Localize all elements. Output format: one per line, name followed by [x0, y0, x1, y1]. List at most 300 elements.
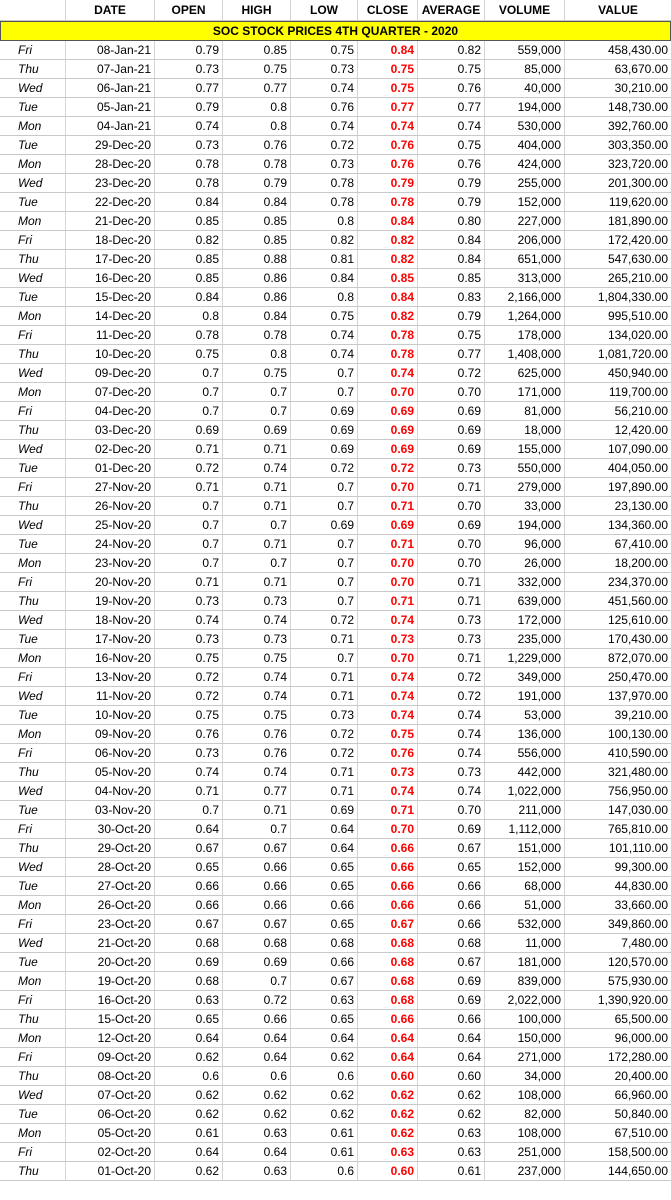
cell-date[interactable]: 18-Dec-20	[66, 231, 155, 249]
cell-low[interactable]: 0.69	[291, 421, 358, 439]
cell-open[interactable]: 0.62	[155, 1105, 223, 1123]
cell-open[interactable]: 0.69	[155, 421, 223, 439]
cell-high[interactable]: 0.76	[223, 744, 291, 762]
cell-value[interactable]: 147,030.00	[607, 803, 668, 817]
cell-day[interactable]: Thu	[0, 1162, 66, 1180]
cell-high[interactable]: 0.77	[223, 782, 291, 800]
cell-high[interactable]: 0.88	[223, 250, 291, 268]
cell-value[interactable]: 63,670.00	[614, 62, 668, 76]
cell-volume[interactable]: 108,000	[485, 1086, 565, 1104]
cell-date[interactable]: 06-Nov-20	[66, 744, 155, 762]
cell-open[interactable]: 0.66	[155, 877, 223, 895]
cell-average[interactable]: 0.71	[418, 592, 485, 610]
cell-value[interactable]: 575,930.00	[607, 974, 668, 988]
cell-date[interactable]: 15-Oct-20	[66, 1010, 155, 1028]
cell-volume[interactable]: 349,000	[485, 668, 565, 686]
cell-close[interactable]: 0.69	[358, 421, 418, 439]
cell-low[interactable]: 0.69	[291, 440, 358, 458]
cell-average[interactable]: 0.85	[418, 269, 485, 287]
cell-open[interactable]: 0.73	[155, 630, 223, 648]
cell-date[interactable]: 05-Jan-21	[66, 98, 155, 116]
cell-date[interactable]: 11-Dec-20	[66, 326, 155, 344]
cell-open[interactable]: 0.61	[155, 1124, 223, 1142]
cell-volume[interactable]: 839,000	[485, 972, 565, 990]
cell-average[interactable]: 0.66	[418, 915, 485, 933]
cell-open[interactable]: 0.71	[155, 573, 223, 591]
cell-close[interactable]: 0.84	[358, 212, 418, 230]
cell-close[interactable]: 0.74	[358, 117, 418, 135]
cell-date[interactable]: 09-Nov-20	[66, 725, 155, 743]
cell-date[interactable]: 05-Nov-20	[66, 763, 155, 781]
cell-day[interactable]: Mon	[0, 117, 66, 135]
cell-high[interactable]: 0.68	[223, 934, 291, 952]
cell-low[interactable]: 0.69	[291, 516, 358, 534]
cell-volume[interactable]: 85,000	[485, 60, 565, 78]
cell-low[interactable]: 0.78	[291, 193, 358, 211]
cell-volume[interactable]: 178,000	[485, 326, 565, 344]
cell-day[interactable]: Fri	[0, 231, 66, 249]
cell-low[interactable]: 0.73	[291, 155, 358, 173]
cell-date[interactable]: 27-Oct-20	[66, 877, 155, 895]
cell-volume[interactable]: 227,000	[485, 212, 565, 230]
cell-close[interactable]: 0.68	[358, 972, 418, 990]
cell-volume[interactable]: 51,000	[485, 896, 565, 914]
cell-low[interactable]: 0.7	[291, 573, 358, 591]
cell-day[interactable]: Wed	[0, 516, 66, 534]
cell-close[interactable]: 0.69	[358, 440, 418, 458]
cell-date[interactable]: 07-Dec-20	[66, 383, 155, 401]
cell-high[interactable]: 0.74	[223, 668, 291, 686]
cell-low[interactable]: 0.6	[291, 1162, 358, 1180]
cell-date[interactable]: 21-Dec-20	[66, 212, 155, 230]
cell-day[interactable]: Thu	[0, 1010, 66, 1028]
cell-low[interactable]: 0.7	[291, 478, 358, 496]
cell-value[interactable]: 125,610.00	[607, 613, 668, 627]
cell-average[interactable]: 0.72	[418, 687, 485, 705]
cell-value[interactable]: 765,810.00	[607, 822, 668, 836]
cell-date[interactable]: 16-Dec-20	[66, 269, 155, 287]
cell-low[interactable]: 0.8	[291, 212, 358, 230]
cell-close[interactable]: 0.62	[358, 1086, 418, 1104]
cell-volume[interactable]: 53,000	[485, 706, 565, 724]
cell-volume[interactable]: 191,000	[485, 687, 565, 705]
cell-day[interactable]: Tue	[0, 98, 66, 116]
cell-volume[interactable]: 68,000	[485, 877, 565, 895]
cell-low[interactable]: 0.71	[291, 782, 358, 800]
cell-value[interactable]: 101,110.00	[608, 841, 668, 855]
cell-high[interactable]: 0.7	[223, 402, 291, 420]
cell-value[interactable]: 134,360.00	[607, 518, 668, 532]
cell-open[interactable]: 0.7	[155, 497, 223, 515]
cell-volume[interactable]: 82,000	[485, 1105, 565, 1123]
cell-average[interactable]: 0.82	[418, 41, 485, 59]
cell-close[interactable]: 0.71	[358, 535, 418, 553]
cell-open[interactable]: 0.7	[155, 535, 223, 553]
cell-date[interactable]: 02-Oct-20	[66, 1143, 155, 1161]
cell-high[interactable]: 0.71	[223, 573, 291, 591]
cell-volume[interactable]: 172,000	[485, 611, 565, 629]
cell-day[interactable]: Fri	[0, 820, 66, 838]
cell-volume[interactable]: 237,000	[485, 1162, 565, 1180]
cell-close[interactable]: 0.78	[358, 193, 418, 211]
cell-average[interactable]: 0.74	[418, 744, 485, 762]
cell-open[interactable]: 0.68	[155, 972, 223, 990]
cell-date[interactable]: 29-Dec-20	[66, 136, 155, 154]
cell-volume[interactable]: 1,022,000	[485, 782, 565, 800]
cell-open[interactable]: 0.84	[155, 288, 223, 306]
cell-date[interactable]: 13-Nov-20	[66, 668, 155, 686]
cell-volume[interactable]: 11,000	[485, 934, 565, 952]
cell-day[interactable]: Tue	[0, 630, 66, 648]
cell-date[interactable]: 06-Oct-20	[66, 1105, 155, 1123]
cell-high[interactable]: 0.7	[223, 972, 291, 990]
cell-open[interactable]: 0.71	[155, 782, 223, 800]
cell-open[interactable]: 0.66	[155, 896, 223, 914]
cell-day[interactable]: Wed	[0, 269, 66, 287]
cell-volume[interactable]: 424,000	[485, 155, 565, 173]
cell-close[interactable]: 0.66	[358, 858, 418, 876]
cell-high[interactable]: 0.66	[223, 858, 291, 876]
cell-open[interactable]: 0.73	[155, 136, 223, 154]
cell-volume[interactable]: 1,264,000	[485, 307, 565, 325]
cell-date[interactable]: 26-Oct-20	[66, 896, 155, 914]
cell-high[interactable]: 0.75	[223, 706, 291, 724]
cell-low[interactable]: 0.65	[291, 877, 358, 895]
cell-open[interactable]: 0.62	[155, 1086, 223, 1104]
cell-average[interactable]: 0.63	[418, 1143, 485, 1161]
cell-value[interactable]: 1,081,720.00	[597, 347, 668, 361]
cell-volume[interactable]: 251,000	[485, 1143, 565, 1161]
cell-average[interactable]: 0.71	[418, 478, 485, 496]
cell-value[interactable]: 67,510.00	[614, 1126, 668, 1140]
cell-date[interactable]: 07-Oct-20	[66, 1086, 155, 1104]
cell-low[interactable]: 0.69	[291, 402, 358, 420]
cell-date[interactable]: 16-Oct-20	[66, 991, 155, 1009]
cell-high[interactable]: 0.8	[223, 98, 291, 116]
cell-high[interactable]: 0.78	[223, 326, 291, 344]
cell-average[interactable]: 0.71	[418, 573, 485, 591]
cell-low[interactable]: 0.75	[291, 307, 358, 325]
cell-value[interactable]: 404,050.00	[607, 461, 668, 475]
cell-day[interactable]: Wed	[0, 687, 66, 705]
cell-average[interactable]: 0.72	[418, 364, 485, 382]
cell-day[interactable]: Wed	[0, 858, 66, 876]
cell-high[interactable]: 0.64	[223, 1048, 291, 1066]
cell-open[interactable]: 0.67	[155, 915, 223, 933]
cell-date[interactable]: 08-Oct-20	[66, 1067, 155, 1085]
cell-low[interactable]: 0.74	[291, 117, 358, 135]
cell-low[interactable]: 0.72	[291, 744, 358, 762]
cell-day[interactable]: Tue	[0, 136, 66, 154]
cell-date[interactable]: 18-Nov-20	[66, 611, 155, 629]
cell-close[interactable]: 0.84	[358, 41, 418, 59]
cell-average[interactable]: 0.70	[418, 554, 485, 572]
cell-open[interactable]: 0.73	[155, 60, 223, 78]
cell-open[interactable]: 0.78	[155, 155, 223, 173]
cell-volume[interactable]: 1,408,000	[485, 345, 565, 363]
cell-volume[interactable]: 194,000	[485, 98, 565, 116]
cell-open[interactable]: 0.85	[155, 250, 223, 268]
cell-open[interactable]: 0.74	[155, 117, 223, 135]
cell-low[interactable]: 0.7	[291, 592, 358, 610]
cell-average[interactable]: 0.75	[418, 326, 485, 344]
cell-day[interactable]: Mon	[0, 554, 66, 572]
cell-average[interactable]: 0.66	[418, 877, 485, 895]
cell-day[interactable]: Thu	[0, 763, 66, 781]
cell-average[interactable]: 0.76	[418, 79, 485, 97]
cell-value[interactable]: 170,430.00	[607, 632, 668, 646]
cell-value[interactable]: 33,660.00	[614, 898, 668, 912]
header-value[interactable]: VALUE	[598, 3, 638, 17]
cell-volume[interactable]: 108,000	[485, 1124, 565, 1142]
cell-close[interactable]: 0.73	[358, 630, 418, 648]
cell-day[interactable]: Wed	[0, 364, 66, 382]
cell-close[interactable]: 0.75	[358, 60, 418, 78]
cell-close[interactable]: 0.78	[358, 345, 418, 363]
cell-high[interactable]: 0.71	[223, 440, 291, 458]
cell-low[interactable]: 0.62	[291, 1048, 358, 1066]
cell-high[interactable]: 0.85	[223, 41, 291, 59]
cell-close[interactable]: 0.74	[358, 611, 418, 629]
cell-open[interactable]: 0.79	[155, 98, 223, 116]
cell-date[interactable]: 03-Nov-20	[66, 801, 155, 819]
cell-day[interactable]: Mon	[0, 155, 66, 173]
cell-volume[interactable]: 194,000	[485, 516, 565, 534]
cell-volume[interactable]: 625,000	[485, 364, 565, 382]
cell-value[interactable]: 107,090.00	[607, 442, 668, 456]
cell-average[interactable]: 0.67	[418, 839, 485, 857]
cell-low[interactable]: 0.72	[291, 611, 358, 629]
cell-volume[interactable]: 271,000	[485, 1048, 565, 1066]
cell-high[interactable]: 0.66	[223, 877, 291, 895]
cell-date[interactable]: 25-Nov-20	[66, 516, 155, 534]
cell-date[interactable]: 17-Nov-20	[66, 630, 155, 648]
cell-high[interactable]: 0.71	[223, 801, 291, 819]
cell-date[interactable]: 27-Nov-20	[66, 478, 155, 496]
cell-volume[interactable]: 206,000	[485, 231, 565, 249]
cell-day[interactable]: Fri	[0, 915, 66, 933]
cell-average[interactable]: 0.63	[418, 1124, 485, 1142]
cell-day[interactable]: Tue	[0, 801, 66, 819]
cell-low[interactable]: 0.69	[291, 801, 358, 819]
cell-date[interactable]: 11-Nov-20	[66, 687, 155, 705]
cell-day[interactable]: Fri	[0, 41, 66, 59]
cell-open[interactable]: 0.79	[155, 41, 223, 59]
cell-average[interactable]: 0.69	[418, 972, 485, 990]
cell-open[interactable]: 0.72	[155, 668, 223, 686]
cell-average[interactable]: 0.74	[418, 782, 485, 800]
cell-average[interactable]: 0.61	[418, 1162, 485, 1180]
cell-high[interactable]: 0.71	[223, 478, 291, 496]
cell-low[interactable]: 0.66	[291, 953, 358, 971]
cell-close[interactable]: 0.66	[358, 877, 418, 895]
cell-high[interactable]: 0.72	[223, 991, 291, 1009]
cell-high[interactable]: 0.74	[223, 611, 291, 629]
cell-date[interactable]: 24-Nov-20	[66, 535, 155, 553]
cell-date[interactable]: 26-Nov-20	[66, 497, 155, 515]
cell-average[interactable]: 0.68	[418, 934, 485, 952]
cell-close[interactable]: 0.70	[358, 649, 418, 667]
cell-low[interactable]: 0.62	[291, 1086, 358, 1104]
cell-low[interactable]: 0.63	[291, 991, 358, 1009]
cell-value[interactable]: 197,890.00	[607, 480, 668, 494]
cell-average[interactable]: 0.73	[418, 459, 485, 477]
cell-volume[interactable]: 211,000	[485, 801, 565, 819]
header-open[interactable]: OPEN	[155, 0, 223, 20]
cell-close[interactable]: 0.85	[358, 269, 418, 287]
cell-open[interactable]: 0.74	[155, 763, 223, 781]
cell-low[interactable]: 0.7	[291, 364, 358, 382]
cell-value[interactable]: 96,000.00	[614, 1031, 668, 1045]
cell-value[interactable]: 144,650.00	[607, 1164, 668, 1178]
cell-value[interactable]: 201,300.00	[607, 176, 668, 190]
cell-open[interactable]: 0.74	[155, 611, 223, 629]
header-average[interactable]: AVERAGE	[418, 0, 485, 20]
cell-low[interactable]: 0.65	[291, 915, 358, 933]
cell-day[interactable]: Fri	[0, 668, 66, 686]
cell-average[interactable]: 0.73	[418, 611, 485, 629]
header-volume[interactable]: VOLUME	[485, 0, 565, 20]
cell-day[interactable]: Tue	[0, 288, 66, 306]
cell-close[interactable]: 0.72	[358, 459, 418, 477]
cell-open[interactable]: 0.75	[155, 649, 223, 667]
cell-high[interactable]: 0.71	[223, 535, 291, 553]
header-high[interactable]: HIGH	[223, 0, 291, 20]
cell-open[interactable]: 0.73	[155, 592, 223, 610]
cell-value[interactable]: 7,480.00	[621, 936, 668, 950]
cell-date[interactable]: 16-Nov-20	[66, 649, 155, 667]
cell-value[interactable]: 410,590.00	[607, 746, 668, 760]
cell-date[interactable]: 23-Dec-20	[66, 174, 155, 192]
cell-close[interactable]: 0.76	[358, 155, 418, 173]
cell-value[interactable]: 44,830.00	[614, 879, 668, 893]
cell-date[interactable]: 19-Nov-20	[66, 592, 155, 610]
cell-day[interactable]: Thu	[0, 497, 66, 515]
cell-date[interactable]: 01-Oct-20	[66, 1162, 155, 1180]
cell-average[interactable]: 0.70	[418, 801, 485, 819]
cell-volume[interactable]: 136,000	[485, 725, 565, 743]
cell-volume[interactable]: 255,000	[485, 174, 565, 192]
cell-low[interactable]: 0.64	[291, 1029, 358, 1047]
cell-volume[interactable]: 100,000	[485, 1010, 565, 1028]
cell-value[interactable]: 458,430.00	[607, 43, 668, 57]
cell-day[interactable]: Tue	[0, 1105, 66, 1123]
cell-day[interactable]: Wed	[0, 934, 66, 952]
cell-day[interactable]: Fri	[0, 573, 66, 591]
cell-date[interactable]: 12-Oct-20	[66, 1029, 155, 1047]
cell-open[interactable]: 0.75	[155, 345, 223, 363]
cell-open[interactable]: 0.7	[155, 554, 223, 572]
cell-volume[interactable]: 639,000	[485, 592, 565, 610]
cell-close[interactable]: 0.62	[358, 1124, 418, 1142]
cell-volume[interactable]: 96,000	[485, 535, 565, 553]
cell-day[interactable]: Mon	[0, 212, 66, 230]
cell-high[interactable]: 0.66	[223, 896, 291, 914]
cell-open[interactable]: 0.7	[155, 383, 223, 401]
cell-open[interactable]: 0.73	[155, 744, 223, 762]
cell-value[interactable]: 119,620.00	[608, 195, 668, 209]
cell-value[interactable]: 234,370.00	[607, 575, 668, 589]
cell-average[interactable]: 0.74	[418, 725, 485, 743]
cell-day[interactable]: Tue	[0, 953, 66, 971]
cell-date[interactable]: 02-Dec-20	[66, 440, 155, 458]
cell-day[interactable]: Tue	[0, 459, 66, 477]
cell-close[interactable]: 0.82	[358, 307, 418, 325]
cell-average[interactable]: 0.77	[418, 345, 485, 363]
cell-date[interactable]: 20-Nov-20	[66, 573, 155, 591]
cell-open[interactable]: 0.71	[155, 478, 223, 496]
cell-volume[interactable]: 26,000	[485, 554, 565, 572]
cell-day[interactable]: Fri	[0, 1048, 66, 1066]
cell-day[interactable]: Fri	[0, 478, 66, 496]
cell-high[interactable]: 0.63	[223, 1124, 291, 1142]
cell-open[interactable]: 0.65	[155, 1010, 223, 1028]
cell-close[interactable]: 0.74	[358, 782, 418, 800]
cell-average[interactable]: 0.74	[418, 117, 485, 135]
cell-volume[interactable]: 1,229,000	[485, 649, 565, 667]
header-close[interactable]: CLOSE	[358, 0, 418, 20]
cell-volume[interactable]: 550,000	[485, 459, 565, 477]
cell-open[interactable]: 0.69	[155, 953, 223, 971]
cell-average[interactable]: 0.72	[418, 668, 485, 686]
cell-low[interactable]: 0.74	[291, 326, 358, 344]
cell-average[interactable]: 0.64	[418, 1029, 485, 1047]
cell-value[interactable]: 119,700.00	[608, 385, 668, 399]
cell-value[interactable]: 99,300.00	[614, 860, 668, 874]
cell-open[interactable]: 0.78	[155, 326, 223, 344]
cell-volume[interactable]: 81,000	[485, 402, 565, 420]
cell-value[interactable]: 181,890.00	[607, 214, 668, 228]
cell-date[interactable]: 20-Oct-20	[66, 953, 155, 971]
cell-date[interactable]: 05-Oct-20	[66, 1124, 155, 1142]
cell-volume[interactable]: 152,000	[485, 858, 565, 876]
cell-low[interactable]: 0.81	[291, 250, 358, 268]
cell-open[interactable]: 0.64	[155, 1029, 223, 1047]
cell-close[interactable]: 0.70	[358, 573, 418, 591]
cell-day[interactable]: Wed	[0, 782, 66, 800]
cell-high[interactable]: 0.67	[223, 839, 291, 857]
cell-value[interactable]: 349,860.00	[607, 917, 668, 931]
cell-open[interactable]: 0.64	[155, 820, 223, 838]
cell-high[interactable]: 0.77	[223, 79, 291, 97]
header-day[interactable]	[0, 0, 66, 20]
cell-value[interactable]: 172,280.00	[607, 1050, 668, 1064]
cell-open[interactable]: 0.85	[155, 212, 223, 230]
cell-average[interactable]: 0.79	[418, 307, 485, 325]
cell-day[interactable]: Wed	[0, 1086, 66, 1104]
cell-value[interactable]: 137,970.00	[607, 689, 668, 703]
cell-average[interactable]: 0.69	[418, 820, 485, 838]
cell-close[interactable]: 0.68	[358, 934, 418, 952]
cell-average[interactable]: 0.69	[418, 440, 485, 458]
cell-close[interactable]: 0.74	[358, 668, 418, 686]
cell-low[interactable]: 0.64	[291, 820, 358, 838]
cell-date[interactable]: 17-Dec-20	[66, 250, 155, 268]
cell-value[interactable]: 50,840.00	[614, 1107, 668, 1121]
header-date[interactable]: DATE	[66, 0, 155, 20]
cell-date[interactable]: 09-Dec-20	[66, 364, 155, 382]
cell-date[interactable]: 28-Dec-20	[66, 155, 155, 173]
cell-value[interactable]: 250,470.00	[607, 670, 668, 684]
cell-day[interactable]: Wed	[0, 174, 66, 192]
cell-average[interactable]: 0.70	[418, 383, 485, 401]
cell-high[interactable]: 0.75	[223, 60, 291, 78]
cell-open[interactable]: 0.67	[155, 839, 223, 857]
cell-day[interactable]: Wed	[0, 440, 66, 458]
cell-average[interactable]: 0.75	[418, 136, 485, 154]
cell-close[interactable]: 0.74	[358, 364, 418, 382]
cell-close[interactable]: 0.64	[358, 1029, 418, 1047]
